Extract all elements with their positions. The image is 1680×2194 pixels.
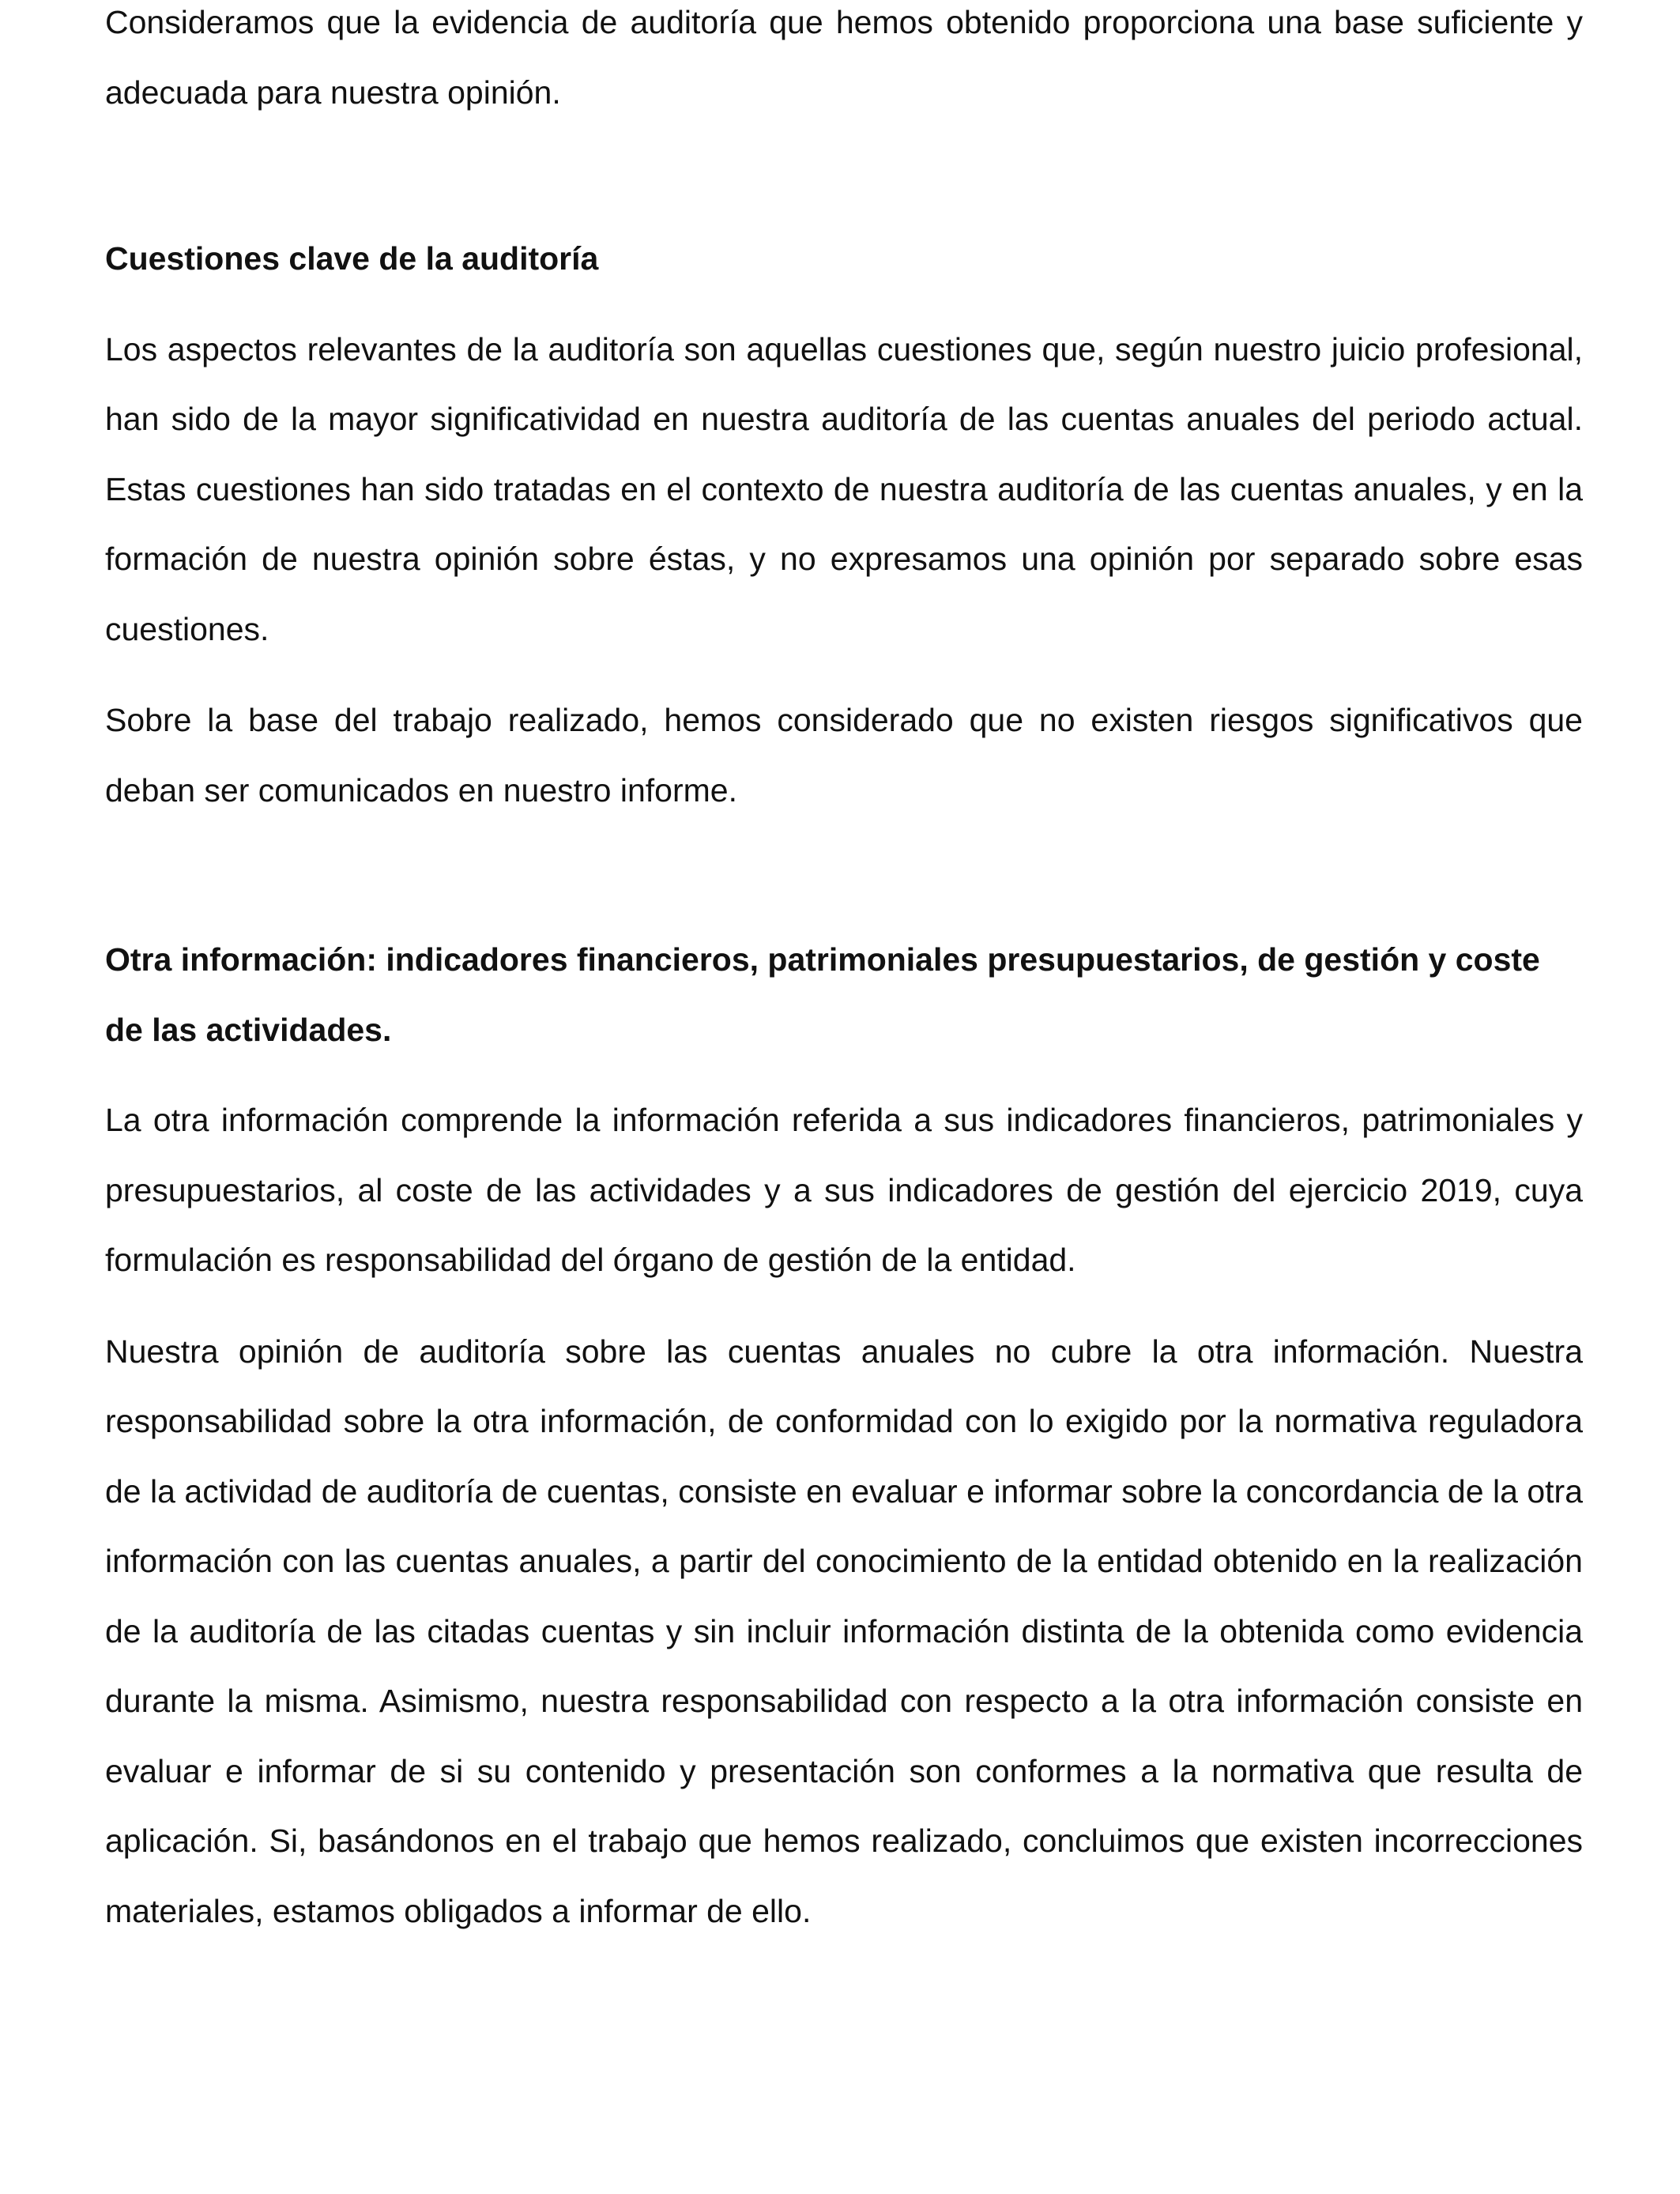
paragraph-audit-evidence: Consideramos que la evidencia de auditoría que hemos obtenido proporciona una base suficiente y adecuada para nuestra opinión. <box>105 4 1583 111</box>
heading-key-audit-matters: Cuestiones clave de la auditoría <box>105 240 599 277</box>
paragraph-no-significant-risks: Sobre la base del trabajo realizado, hemos considerado que no existen riesgos significativos que deban ser comunicados en nuestro informe. <box>105 702 1583 809</box>
document-body <box>105 0 1583 1946</box>
heading-other-information: Otra información: indicadores financieros, patrimoniales presupuestarios, de gestión y coste de las actividades. <box>105 941 1540 1048</box>
paragraph-other-information-responsibility: Nuestra opinión de auditoría sobre las cuentas anuales no cubre la otra información. Nuestra responsabilidad sobre la otra información, de conformidad con lo exigido por la normativa reguladora de la actividad de auditoría de cuentas, consiste en evaluar e informar sobre la concordancia de la otra información con las cuentas anuales, a partir del conocimiento de la entidad obtenido en la realización de la auditoría de las citadas cuentas y sin incluir información distinta de la obtenida como evidencia durante la misma. Asimismo, nuestra responsabilidad con respecto a la otra información consiste en evaluar e informar de si su contenido y presentación son conformes a la normativa que resulta de aplicación. Si, basándonos en el trabajo que hemos realizado, concluimos que existen incorrecciones materiales, estamos obligados a informar de ello. <box>105 1333 1583 1929</box>
paragraph-key-matters-description: Los aspectos relevantes de la auditoría son aquellas cuestiones que, según nuestro juicio profesional, han sido de la mayor significatividad en nuestra auditoría de las cuentas anuales del periodo actual. Estas cuestiones han sido tratadas en el contexto de nuestra auditoría de las cuentas anuales, y en la formación de nuestra opinión sobre éstas, y no expresamos una opinión por separado sobre esas cuestiones. <box>105 330 1583 647</box>
paragraph-other-information-scope: La otra información comprende la información referida a sus indicadores financieros, patrimoniales y presupuestarios, al coste de las actividades y a sus indicadores de gestión del ejercicio 2019, cuya formulación es responsabilidad del órgano de gestión de la entidad. <box>105 1102 1583 1278</box>
